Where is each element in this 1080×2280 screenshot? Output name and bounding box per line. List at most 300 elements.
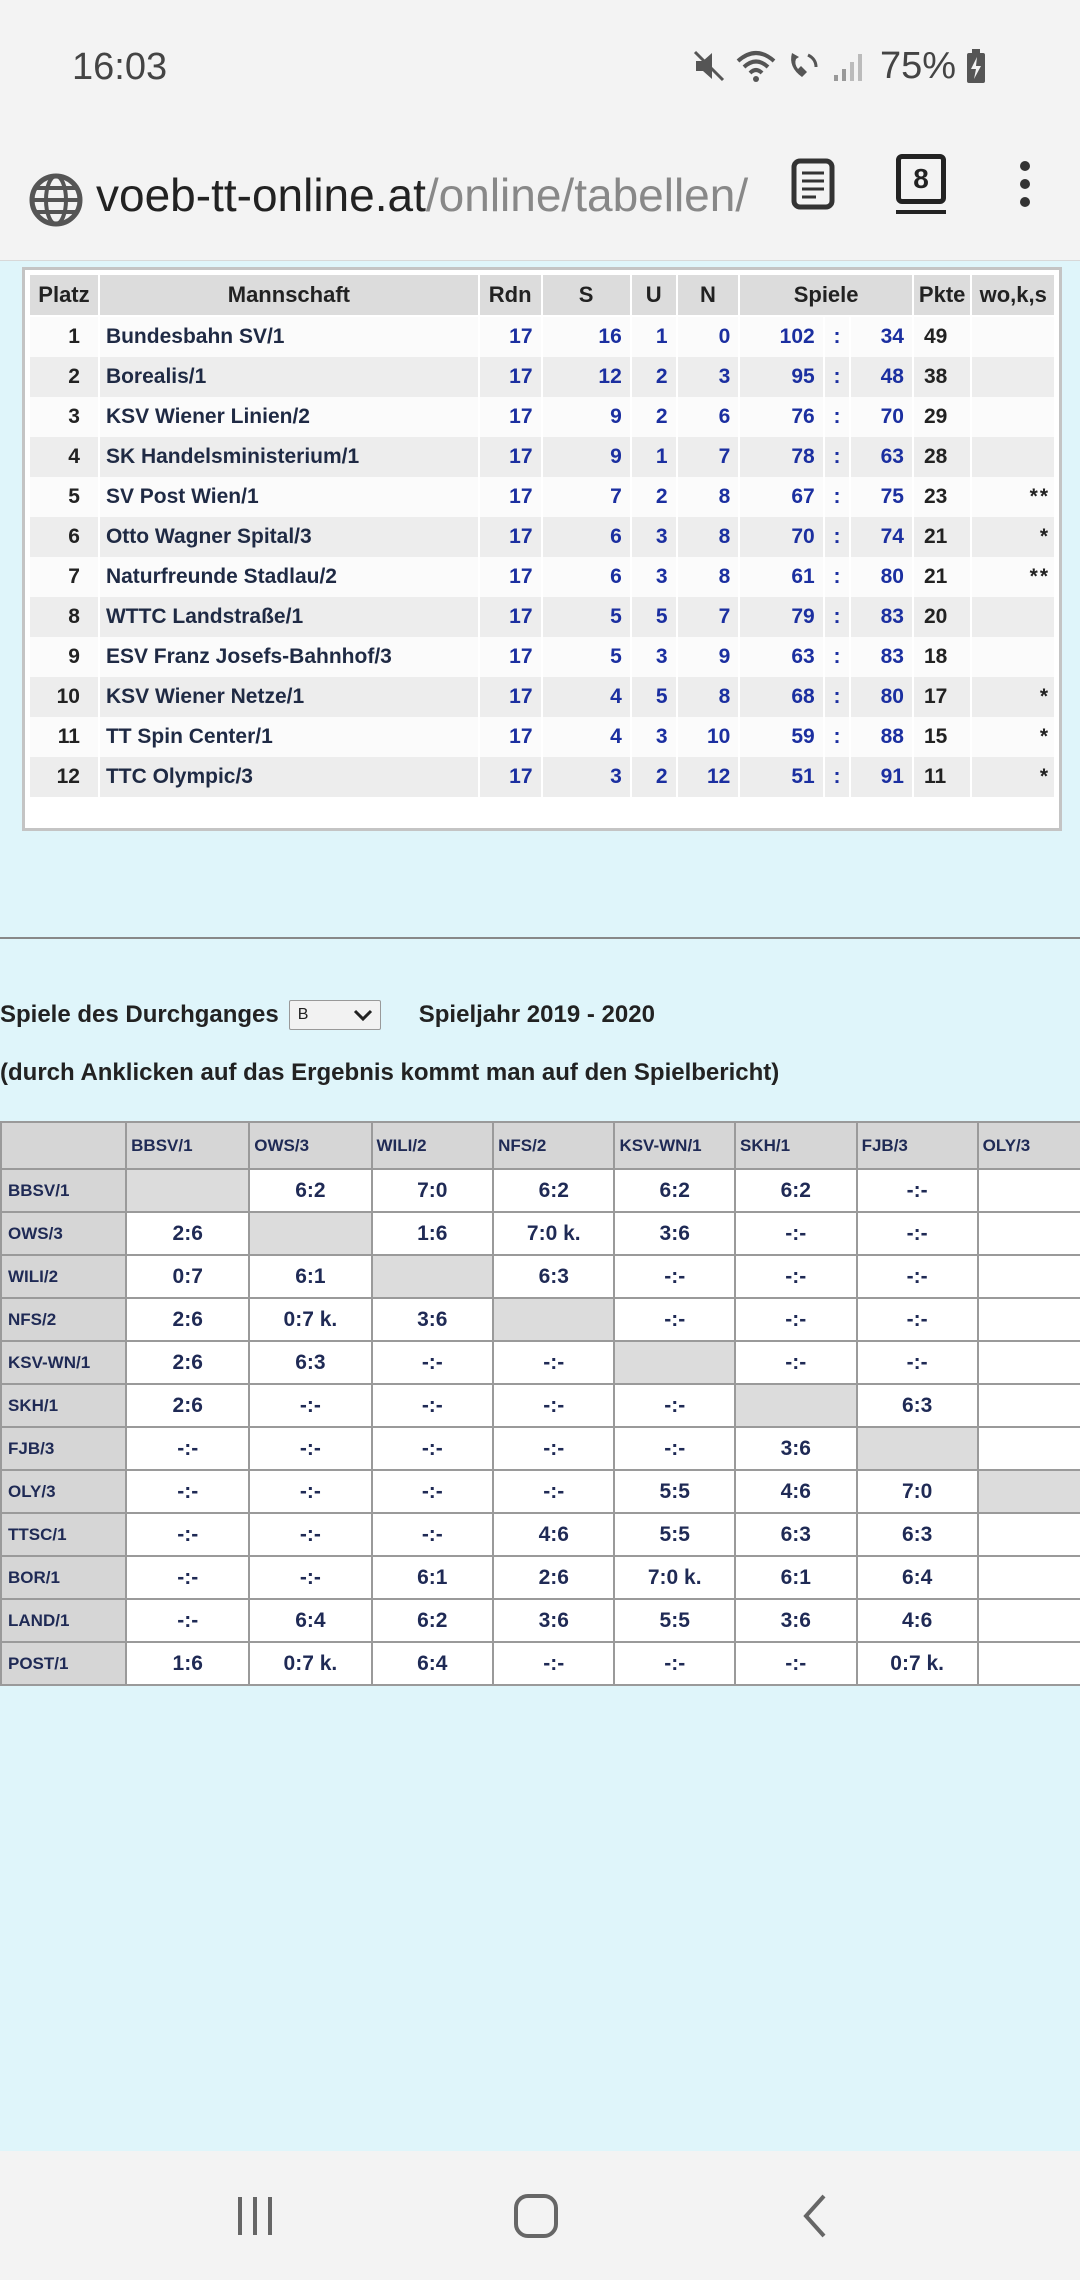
standings-platz: 9 — [29, 637, 99, 677]
matrix-result-cell[interactable]: 3:6 — [493, 1599, 614, 1642]
android-nav-bar — [0, 2151, 1080, 2280]
standings-s: 9 — [542, 437, 631, 477]
matrix-self-cell — [857, 1427, 978, 1470]
matrix-row-header: TTSC/1 — [1, 1513, 126, 1556]
standings-woks — [971, 397, 1055, 437]
matrix-result-cell[interactable]: 6:1 — [372, 1556, 494, 1599]
matrix-self-cell — [735, 1384, 857, 1427]
matrix-result-cell: -:- — [735, 1298, 857, 1341]
matrix-row — [1, 1470, 1080, 1513]
standings-woks — [971, 357, 1055, 397]
standings-games-sep: : — [824, 517, 851, 557]
round-selector-line — [0, 993, 655, 1037]
matrix-self-cell — [614, 1341, 735, 1384]
standings-n: 6 — [677, 397, 740, 437]
matrix-result-cell: -:- — [126, 1556, 249, 1599]
standings-n: 0 — [677, 316, 740, 357]
matrix-col-header: KSV-WN/1 — [614, 1122, 735, 1169]
matrix-result-cell[interactable]: 5:5 — [614, 1513, 735, 1556]
standings-games-for: 59 — [739, 717, 823, 757]
standings-n: 9 — [677, 637, 740, 677]
url-host: voeb-tt-online.at — [96, 169, 426, 221]
matrix-result-cell: -:- — [857, 1255, 978, 1298]
standings-rdn: 17 — [479, 637, 542, 677]
standings-n: 12 — [677, 757, 740, 797]
matrix-result-cell: -:- — [126, 1470, 249, 1513]
standings-games-sep: : — [824, 677, 851, 717]
matrix-result-cell: -:- — [372, 1341, 494, 1384]
standings-pkte: 18 — [913, 637, 971, 677]
matrix-result-cell[interactable]: 7:0 k. — [614, 1556, 735, 1599]
standings-n: 7 — [677, 437, 740, 477]
standings-games-for: 51 — [739, 757, 823, 797]
url-field[interactable] — [96, 168, 756, 222]
matrix-result-cell: -:- — [493, 1427, 614, 1470]
matrix-row-header: KSV-WN/1 — [1, 1341, 126, 1384]
matrix-result-cell: -:- — [372, 1427, 494, 1470]
standings-rdn: 17 — [479, 477, 542, 517]
standings-team[interactable]: WTTC Landstraße/1 — [99, 597, 479, 637]
standings-team[interactable]: Otto Wagner Spital/3 — [99, 517, 479, 557]
standings-pkte: 15 — [913, 717, 971, 757]
standings-games-sep: : — [824, 316, 851, 357]
header-n: N — [677, 274, 740, 316]
standings-header-row — [29, 274, 1055, 316]
matrix-result-cell: -:- — [372, 1470, 494, 1513]
matrix-result-cell: -:- — [735, 1212, 857, 1255]
standings-platz: 7 — [29, 557, 99, 597]
standings-woks: * — [971, 717, 1055, 757]
chevron-down-icon — [352, 1004, 374, 1026]
standings-row — [29, 477, 1055, 517]
matrix-result-cell[interactable]: 6:4 — [857, 1556, 978, 1599]
header-u: U — [631, 274, 677, 316]
standings-row — [29, 517, 1055, 557]
matrix-result-cell[interactable]: 7:0 k. — [493, 1212, 614, 1255]
standings-team[interactable]: Borealis/1 — [99, 357, 479, 397]
standings-rdn: 17 — [479, 437, 542, 477]
matrix-result-cell — [978, 1513, 1080, 1556]
matrix-result-cell: -:- — [857, 1212, 978, 1255]
matrix-row-header: OLY/3 — [1, 1470, 126, 1513]
standings-team[interactable]: Naturfreunde Stadlau/2 — [99, 557, 479, 597]
section-divider — [0, 937, 1080, 939]
matrix-col-header: SKH/1 — [735, 1122, 857, 1169]
standings-games-for: 76 — [739, 397, 823, 437]
matrix-result-cell[interactable]: 3:6 — [614, 1212, 735, 1255]
standings-team[interactable]: TT Spin Center/1 — [99, 717, 479, 757]
standings-games-for: 70 — [739, 517, 823, 557]
matrix-result-cell: -:- — [126, 1427, 249, 1470]
standings-games-sep: : — [824, 637, 851, 677]
standings-n: 3 — [677, 357, 740, 397]
standings-rdn: 17 — [479, 677, 542, 717]
matrix-result-cell[interactable]: 4:6 — [735, 1470, 857, 1513]
standings-games-against: 70 — [850, 397, 913, 437]
matrix-result-cell[interactable]: 6:3 — [857, 1384, 978, 1427]
matrix-result-cell[interactable]: 3:6 — [735, 1599, 857, 1642]
matrix-row-header: WILI/2 — [1, 1255, 126, 1298]
standings-games-sep: : — [824, 557, 851, 597]
matrix-self-cell — [493, 1298, 614, 1341]
standings-s: 7 — [542, 477, 631, 517]
matrix-result-cell — [978, 1341, 1080, 1384]
matrix-result-cell[interactable]: 0:7 — [126, 1255, 249, 1298]
standings-n: 8 — [677, 677, 740, 717]
matrix-row-header: OWS/3 — [1, 1212, 126, 1255]
standings-games-sep: : — [824, 717, 851, 757]
page-content — [0, 261, 1080, 2151]
matrix-result-cell[interactable]: 6:4 — [372, 1642, 494, 1685]
recents-icon[interactable] — [232, 2191, 278, 2241]
results-hint: (durch Anklicken auf das Ergebnis kommt man auf den Spielbericht) — [0, 1059, 780, 1086]
matrix-result-cell[interactable]: 6:1 — [249, 1255, 371, 1298]
matrix-result-cell[interactable]: 2:6 — [126, 1298, 249, 1341]
tab-switcher-underline — [896, 210, 946, 214]
matrix-result-cell[interactable]: 3:6 — [735, 1427, 857, 1470]
standings-games-sep: : — [824, 597, 851, 637]
standings-games-for: 79 — [739, 597, 823, 637]
matrix-result-cell — [978, 1298, 1080, 1341]
standings-s: 4 — [542, 717, 631, 757]
standings-pkte: 38 — [913, 357, 971, 397]
matrix-result-cell[interactable]: 2:6 — [493, 1556, 614, 1599]
standings-u: 3 — [631, 637, 677, 677]
standings-u: 1 — [631, 437, 677, 477]
matrix-col-header: OLY/3 — [978, 1122, 1080, 1169]
matrix-result-cell[interactable]: 6:3 — [493, 1255, 614, 1298]
browser-toolbar — [0, 138, 1080, 261]
standings-games-for: 95 — [739, 357, 823, 397]
matrix-result-cell[interactable]: 2:6 — [126, 1212, 249, 1255]
standings-games-against: 83 — [850, 637, 913, 677]
matrix-row-header: BOR/1 — [1, 1556, 126, 1599]
matrix-row — [1, 1298, 1080, 1341]
matrix-result-cell: -:- — [614, 1298, 735, 1341]
matrix-result-cell[interactable]: 6:2 — [493, 1169, 614, 1212]
matrix-result-cell — [978, 1427, 1080, 1470]
standings-s: 6 — [542, 557, 631, 597]
matrix-result-cell: -:- — [249, 1427, 371, 1470]
standings-platz: 5 — [29, 477, 99, 517]
standings-woks — [971, 437, 1055, 477]
matrix-result-cell[interactable]: 6:2 — [249, 1169, 371, 1212]
standings-pkte: 23 — [913, 477, 971, 517]
matrix-row — [1, 1255, 1080, 1298]
standings-platz: 2 — [29, 357, 99, 397]
status-bar — [0, 0, 1080, 138]
matrix-result-cell[interactable]: 2:6 — [126, 1341, 249, 1384]
standings-platz: 12 — [29, 757, 99, 797]
matrix-result-cell — [978, 1642, 1080, 1685]
standings-woks — [971, 597, 1055, 637]
standings-team[interactable]: SV Post Wien/1 — [99, 477, 479, 517]
standings-n: 8 — [677, 477, 740, 517]
standings-woks: * — [971, 677, 1055, 717]
standings-n: 8 — [677, 517, 740, 557]
standings-u: 1 — [631, 316, 677, 357]
standings-woks — [971, 637, 1055, 677]
standings-games-sep: : — [824, 477, 851, 517]
standings-s: 5 — [542, 597, 631, 637]
standings-row — [29, 757, 1055, 797]
matrix-result-cell — [978, 1212, 1080, 1255]
matrix-result-cell: -:- — [249, 1556, 371, 1599]
matrix-result-cell: -:- — [735, 1255, 857, 1298]
matrix-result-cell: -:- — [614, 1384, 735, 1427]
matrix-result-cell[interactable]: 2:6 — [126, 1384, 249, 1427]
matrix-result-cell[interactable]: 1:6 — [372, 1212, 494, 1255]
standings-pkte: 20 — [913, 597, 971, 637]
matrix-result-cell: -:- — [372, 1384, 494, 1427]
standings-u: 5 — [631, 597, 677, 637]
standings-table — [28, 273, 1056, 797]
standings-s: 5 — [542, 637, 631, 677]
matrix-col-header: OWS/3 — [249, 1122, 371, 1169]
matrix-row — [1, 1212, 1080, 1255]
standings-team[interactable]: ESV Franz Josefs-Bahnhof/3 — [99, 637, 479, 677]
results-matrix — [0, 1121, 1080, 1686]
standings-rdn: 17 — [479, 316, 542, 357]
standings-games-against: 83 — [850, 597, 913, 637]
matrix-result-cell: -:- — [614, 1255, 735, 1298]
standings-team[interactable]: KSV Wiener Netze/1 — [99, 677, 479, 717]
matrix-row — [1, 1556, 1080, 1599]
matrix-result-cell: -:- — [249, 1513, 371, 1556]
matrix-result-cell: -:- — [493, 1642, 614, 1685]
header-platz: Platz — [29, 274, 99, 316]
header-s: S — [542, 274, 631, 316]
standings-games-for: 61 — [739, 557, 823, 597]
standings-games-against: 75 — [850, 477, 913, 517]
standings-pkte: 28 — [913, 437, 971, 477]
matrix-row-header: BBSV/1 — [1, 1169, 126, 1212]
signal-icon — [832, 49, 866, 83]
matrix-col-header: BBSV/1 — [126, 1122, 249, 1169]
matrix-row-header: LAND/1 — [1, 1599, 126, 1642]
matrix-self-cell — [372, 1255, 494, 1298]
standings-games-for: 78 — [739, 437, 823, 477]
standings-team[interactable]: KSV Wiener Linien/2 — [99, 397, 479, 437]
matrix-result-cell[interactable]: 0:7 k. — [249, 1298, 371, 1341]
standings-team[interactable]: Bundesbahn SV/1 — [99, 316, 479, 357]
status-time: 16:03 — [72, 46, 168, 88]
wifi-icon — [736, 49, 776, 83]
matrix-col-header: FJB/3 — [857, 1122, 978, 1169]
standings-row — [29, 316, 1055, 357]
standings-games-sep: : — [824, 757, 851, 797]
matrix-self-cell — [978, 1470, 1080, 1513]
standings-platz: 10 — [29, 677, 99, 717]
matrix-result-cell[interactable]: 6:2 — [735, 1169, 857, 1212]
standings-s: 6 — [542, 517, 631, 557]
matrix-result-cell[interactable]: 6:2 — [614, 1169, 735, 1212]
matrix-result-cell — [978, 1255, 1080, 1298]
standings-u: 5 — [631, 677, 677, 717]
standings-games-against: 91 — [850, 757, 913, 797]
matrix-row — [1, 1513, 1080, 1556]
standings-table-frame — [22, 267, 1062, 831]
standings-woks — [971, 316, 1055, 357]
standings-games-against: 80 — [850, 557, 913, 597]
matrix-result-cell: -:- — [126, 1599, 249, 1642]
standings-platz: 3 — [29, 397, 99, 437]
matrix-result-cell[interactable]: 6:4 — [249, 1599, 371, 1642]
reader-mode-icon[interactable] — [790, 158, 836, 210]
standings-u: 3 — [631, 557, 677, 597]
header-woks: wo,k,s — [971, 274, 1055, 316]
matrix-result-cell: -:- — [372, 1513, 494, 1556]
standings-games-against: 88 — [850, 717, 913, 757]
matrix-row — [1, 1384, 1080, 1427]
standings-rdn: 17 — [479, 757, 542, 797]
standings-woks: * — [971, 757, 1055, 797]
matrix-result-cell: -:- — [614, 1642, 735, 1685]
standings-pkte: 21 — [913, 517, 971, 557]
standings-games-for: 67 — [739, 477, 823, 517]
matrix-corner — [1, 1122, 126, 1169]
matrix-result-cell[interactable]: 3:6 — [372, 1298, 494, 1341]
standings-rdn: 17 — [479, 357, 542, 397]
more-vert-icon[interactable] — [1010, 158, 1040, 210]
matrix-result-cell: -:- — [493, 1341, 614, 1384]
standings-row — [29, 437, 1055, 477]
standings-row — [29, 637, 1055, 677]
standings-platz: 6 — [29, 517, 99, 557]
standings-games-against: 63 — [850, 437, 913, 477]
matrix-col-header: WILI/2 — [372, 1122, 494, 1169]
round-select[interactable] — [289, 1000, 381, 1030]
url-path: /online/tabellen/ — [425, 169, 749, 221]
matrix-result-cell[interactable]: 7:0 — [857, 1470, 978, 1513]
matrix-result-cell[interactable]: 6:3 — [857, 1513, 978, 1556]
matrix-result-cell: -:- — [857, 1298, 978, 1341]
header-rdn: Rdn — [479, 274, 542, 316]
matrix-result-cell: -:- — [493, 1470, 614, 1513]
standings-platz: 4 — [29, 437, 99, 477]
tab-count: 8 — [913, 163, 929, 194]
standings-team[interactable]: SK Handelsministerium/1 — [99, 437, 479, 477]
standings-rdn: 17 — [479, 557, 542, 597]
tab-switcher-button[interactable] — [896, 154, 946, 204]
standings-n: 7 — [677, 597, 740, 637]
matrix-result-cell: -:- — [735, 1642, 857, 1685]
globe-icon[interactable] — [28, 172, 84, 228]
standings-games-sep: : — [824, 397, 851, 437]
standings-s: 3 — [542, 757, 631, 797]
matrix-result-cell — [978, 1599, 1080, 1642]
matrix-result-cell: -:- — [493, 1384, 614, 1427]
matrix-result-cell — [978, 1384, 1080, 1427]
matrix-result-cell[interactable]: 6:3 — [735, 1513, 857, 1556]
wifi-call-icon — [786, 49, 822, 83]
status-icons — [692, 44, 986, 88]
standings-pkte: 29 — [913, 397, 971, 437]
matrix-result-cell[interactable]: 7:0 — [372, 1169, 494, 1212]
matrix-result-cell[interactable]: 6:2 — [372, 1599, 494, 1642]
matrix-row-header: POST/1 — [1, 1642, 126, 1685]
standings-pkte: 17 — [913, 677, 971, 717]
matrix-result-cell[interactable]: 0:7 k. — [857, 1642, 978, 1685]
back-icon[interactable] — [800, 2191, 830, 2241]
matrix-result-cell: -:- — [857, 1341, 978, 1384]
standings-u: 3 — [631, 717, 677, 757]
standings-games-against: 74 — [850, 517, 913, 557]
standings-rdn: 17 — [479, 517, 542, 557]
matrix-result-cell: -:- — [126, 1513, 249, 1556]
header-spiele: Spiele — [739, 274, 913, 316]
standings-row — [29, 397, 1055, 437]
matrix-col-header: NFS/2 — [493, 1122, 614, 1169]
matrix-row-header: FJB/3 — [1, 1427, 126, 1470]
matrix-result-cell — [978, 1169, 1080, 1212]
standings-n: 10 — [677, 717, 740, 757]
matrix-result-cell: -:- — [249, 1384, 371, 1427]
standings-row — [29, 357, 1055, 397]
matrix-result-cell[interactable]: 0:7 k. — [249, 1642, 371, 1685]
standings-games-against: 34 — [850, 316, 913, 357]
matrix-result-cell[interactable]: 5:5 — [614, 1470, 735, 1513]
standings-s: 16 — [542, 316, 631, 357]
matrix-row-header: NFS/2 — [1, 1298, 126, 1341]
matrix-row — [1, 1599, 1080, 1642]
standings-s: 12 — [542, 357, 631, 397]
standings-row — [29, 597, 1055, 637]
matrix-self-cell — [126, 1169, 249, 1212]
matrix-result-cell[interactable]: 1:6 — [126, 1642, 249, 1685]
standings-rdn: 17 — [479, 597, 542, 637]
standings-row — [29, 677, 1055, 717]
standings-row — [29, 557, 1055, 597]
matrix-row — [1, 1642, 1080, 1685]
standings-games-sep: : — [824, 437, 851, 477]
matrix-result-cell[interactable]: 6:3 — [249, 1341, 371, 1384]
matrix-result-cell — [978, 1556, 1080, 1599]
home-icon[interactable] — [512, 2191, 560, 2241]
round-select-value: B — [297, 1006, 309, 1023]
matrix-result-cell: -:- — [614, 1427, 735, 1470]
standings-games-against: 48 — [850, 357, 913, 397]
matrix-result-cell: -:- — [857, 1169, 978, 1212]
standings-pkte: 49 — [913, 316, 971, 357]
header-mannschaft: Mannschaft — [99, 274, 479, 316]
matrix-result-cell[interactable]: 4:6 — [857, 1599, 978, 1642]
matrix-row — [1, 1341, 1080, 1384]
matrix-result-cell[interactable]: 6:1 — [735, 1556, 857, 1599]
standings-games-against: 80 — [850, 677, 913, 717]
header-pkte: Pkte — [913, 274, 971, 316]
matrix-row-header: SKH/1 — [1, 1384, 126, 1427]
matrix-result-cell[interactable]: 5:5 — [614, 1599, 735, 1642]
matrix-result-cell[interactable]: 4:6 — [493, 1513, 614, 1556]
standings-s: 4 — [542, 677, 631, 717]
standings-u: 3 — [631, 517, 677, 557]
standings-row — [29, 717, 1055, 757]
mute-icon — [692, 49, 726, 83]
standings-rdn: 17 — [479, 397, 542, 437]
standings-u: 2 — [631, 477, 677, 517]
standings-games-for: 102 — [739, 316, 823, 357]
standings-pkte: 11 — [913, 757, 971, 797]
matrix-row — [1, 1427, 1080, 1470]
standings-team[interactable]: TTC Olympic/3 — [99, 757, 479, 797]
standings-woks: ** — [971, 477, 1055, 517]
standings-games-sep: : — [824, 357, 851, 397]
matrix-row — [1, 1169, 1080, 1212]
matrix-result-cell: -:- — [249, 1470, 371, 1513]
standings-platz: 1 — [29, 316, 99, 357]
standings-games-for: 68 — [739, 677, 823, 717]
